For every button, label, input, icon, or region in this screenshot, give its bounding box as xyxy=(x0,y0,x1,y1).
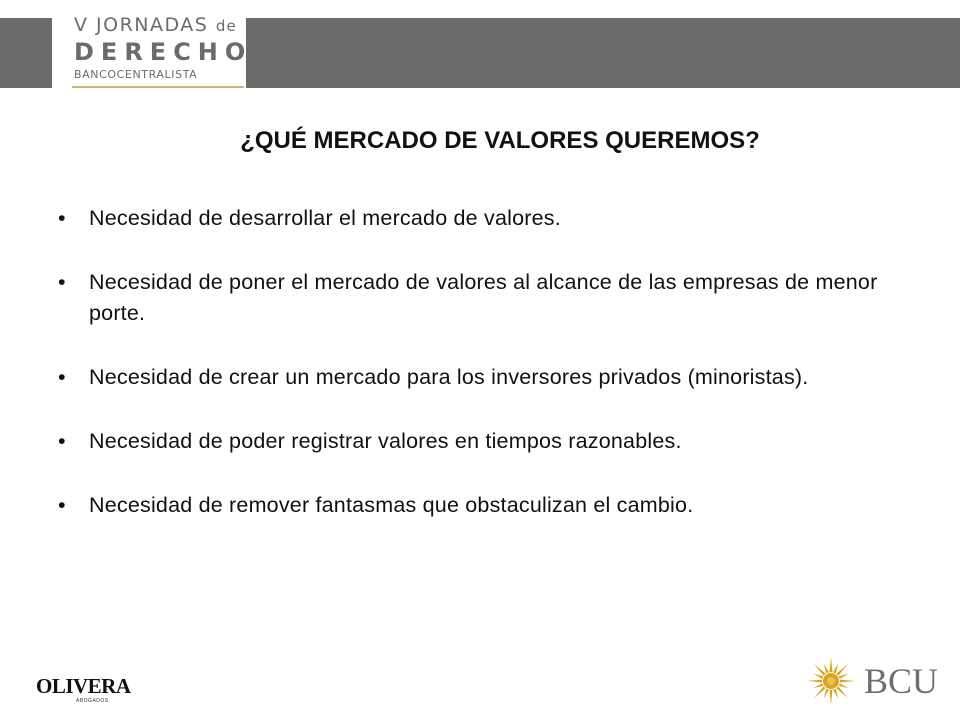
sun-ray xyxy=(813,683,823,688)
logo-line1 xyxy=(74,14,237,36)
bullet-text: Necesidad de desarrollar el mercado de valores. xyxy=(89,206,561,230)
bullet-text: Necesidad de poder registrar valores en tiempos razonables. xyxy=(89,429,682,453)
logo-line1-small: de xyxy=(215,17,237,35)
bullet-marker: • xyxy=(58,493,66,517)
sun-ray xyxy=(836,664,848,676)
sun-core-inner xyxy=(827,677,835,685)
bullet-list xyxy=(58,203,918,554)
slide-title: ¿QUÉ MERCADO DE VALORES QUEREMOS? xyxy=(240,127,760,154)
sun-ray xyxy=(824,689,829,699)
bullet-item xyxy=(58,362,918,393)
sun-ray xyxy=(833,689,838,699)
olivera-logo-text: OLIVERA xyxy=(36,674,131,698)
sun-ray xyxy=(830,690,833,705)
bullet-item xyxy=(58,490,918,521)
header-band-left xyxy=(0,18,52,88)
sun-ray xyxy=(840,680,855,683)
sun-ray xyxy=(807,680,822,683)
logo-line2: DERECHO xyxy=(74,38,253,66)
bullet-text: Necesidad de remover fantasmas que obstaculizan el cambio. xyxy=(89,493,694,517)
jornadas-logo xyxy=(60,2,253,90)
sun-ray xyxy=(833,663,838,673)
olivera-logo xyxy=(36,674,148,706)
bullet-marker: • xyxy=(58,270,66,294)
sun-ray xyxy=(824,663,829,673)
sun-ray xyxy=(814,686,826,698)
sun-ray xyxy=(836,686,848,698)
logo-line1-main: V JORNADAS xyxy=(74,14,209,36)
bcu-logo-text: BCU xyxy=(864,661,939,701)
olivera-logo-subtext: ABOGADOS xyxy=(76,698,109,704)
sun-ray xyxy=(814,664,826,676)
sun-ray xyxy=(813,674,823,679)
logo-line3: BANCOCENTRALISTA xyxy=(74,68,198,81)
sun-ray xyxy=(830,657,833,672)
bullet-marker: • xyxy=(58,206,66,230)
header-band-right xyxy=(246,18,960,88)
bcu-logo xyxy=(806,656,946,708)
bullet-marker: • xyxy=(58,429,66,453)
bullet-item xyxy=(58,426,918,457)
sun-ray xyxy=(839,683,849,688)
bullet-item xyxy=(58,267,918,329)
sun-icon xyxy=(806,656,856,706)
logo-underline xyxy=(72,86,244,88)
bullet-text: Necesidad de poner el mercado de valores al alcance de las empresas de menor porte. xyxy=(89,270,878,325)
bullet-marker: • xyxy=(58,365,66,389)
sun-ray xyxy=(839,674,849,679)
bullet-text: Necesidad de crear un mercado para los inversores privados (minoristas). xyxy=(89,365,809,389)
bullet-item xyxy=(58,203,918,234)
